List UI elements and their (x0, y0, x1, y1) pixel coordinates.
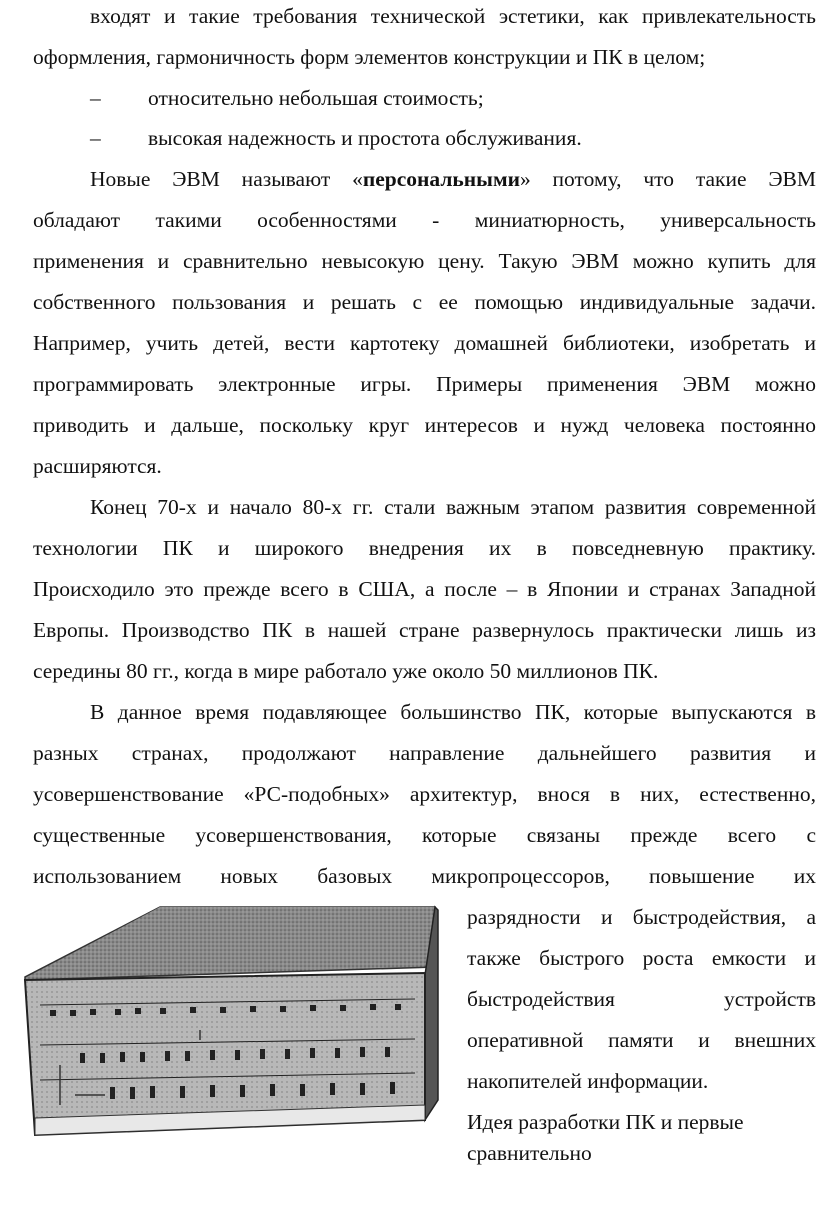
text-line: расширяются. (33, 454, 162, 478)
text-line: Происходило это прежде всего в США, а после – в Японии и странах Западной (33, 577, 816, 601)
text-line: Например, учить детей, вести картотеку домашней библиотеки, изобретать и (33, 331, 816, 355)
list-item: относительно небольшая стоимость; (148, 86, 484, 110)
text-line: технологии ПК и широкого внедрения их в повседневную практику. (33, 536, 816, 560)
list-bullet: – (90, 86, 101, 110)
paragraph-first-line: Новые ЭВМ называют «персональными» потому, что такие ЭВМ (90, 167, 816, 191)
paragraph-first-line: Конец 70-х и начало 80-х гг. стали важным этапом развития современной (90, 495, 816, 519)
text-line: сравнительно (467, 1141, 592, 1165)
text-line: усовершенствование «РС-подобных» архитектур, внося в них, естественно, (33, 782, 816, 806)
text-line: разрядности и быстродействия, а (467, 905, 816, 929)
text-line: программировать электронные игры. Примеры применения ЭВМ можно (33, 372, 816, 396)
text-line: входят и такие требования технической эстетики, как привлекательность (90, 4, 816, 28)
emphasis-term: персональными (362, 167, 520, 191)
paragraph-first-line: В данное время подавляющее большинство ПК, которые выпускаются в (90, 700, 816, 724)
text-line: собственного пользования и решать с ее помощью индивидуальные задачи. (33, 290, 816, 314)
text-line: Идея разработки ПК и первые (467, 1110, 744, 1134)
text-line: также быстрого роста емкости и (467, 946, 816, 970)
text-line: быстродействия устройств (467, 987, 816, 1011)
text-line: использованием новых базовых микропроцессоров, повышение их (33, 864, 816, 888)
computer-illustration (20, 905, 445, 1165)
text-line: приводить и дальше, поскольку круг интересов и нужд человека постоянно (33, 413, 816, 437)
text-line: обладают такими особенностями - миниатюрность, универсальность (33, 208, 816, 232)
list-item: высокая надежность и простота обслуживания. (148, 126, 582, 150)
text-line: существенные усовершенствования, которые связаны прежде всего с (33, 823, 816, 847)
text-line: применения и сравнительно невысокую цену. Такую ЭВМ можно купить для (33, 249, 816, 273)
text-line: Европы. Производство ПК в нашей стране развернулось практически лишь из (33, 618, 816, 642)
text-line: оперативной памяти и внешних (467, 1028, 816, 1052)
text-line: накопителей информации. (467, 1069, 709, 1093)
list-bullet: – (90, 126, 101, 150)
text-line: разных странах, продолжают направление дальнейшего развития и (33, 741, 816, 765)
text-line: оформления, гармоничность форм элементов конструкции и ПК в целом; (33, 45, 706, 69)
text-line: середины 80 гг., когда в мире работало уже около 50 миллионов ПК. (33, 659, 659, 683)
